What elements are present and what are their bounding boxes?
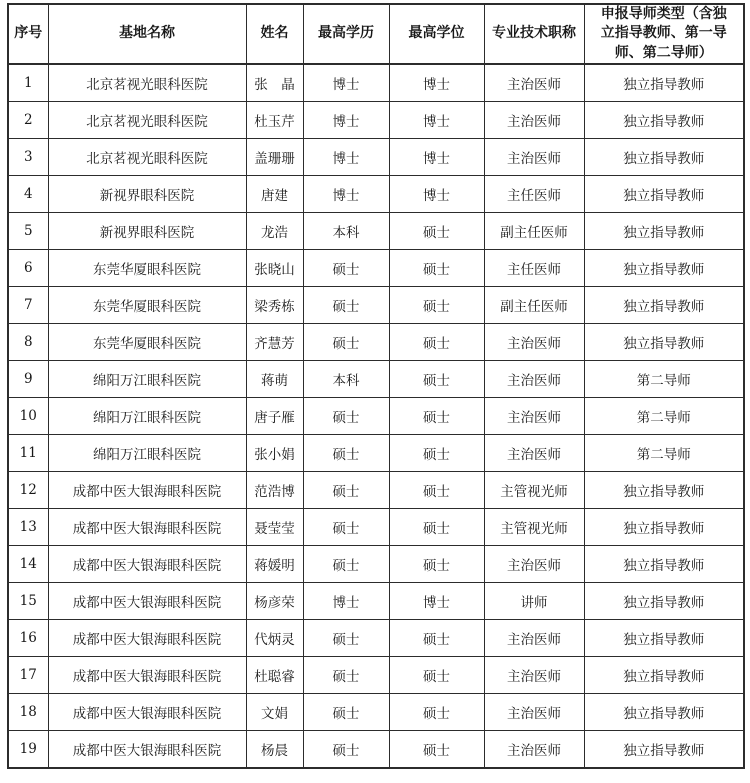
table-row	[8, 656, 744, 693]
table-cell: 成都中医大银海眼科医院	[48, 656, 246, 693]
table-cell: 东莞华厦眼科医院	[48, 249, 246, 286]
table-row	[8, 360, 744, 397]
table-cell: 独立指导教师	[584, 656, 744, 693]
table-cell: 硕士	[389, 323, 484, 360]
table-row	[8, 323, 744, 360]
table-cell: 5	[8, 212, 48, 249]
table-cell: 东莞华厦眼科医院	[48, 286, 246, 323]
table-row	[8, 434, 744, 471]
table-cell: 聂莹莹	[246, 508, 303, 545]
table-cell: 独立指导教师	[584, 101, 744, 138]
col-header-highest-education: 最高学历	[303, 4, 389, 64]
table-cell: 成都中医大银海眼科医院	[48, 693, 246, 730]
table-cell: 主治医师	[484, 434, 584, 471]
table-cell: 北京茗视光眼科医院	[48, 101, 246, 138]
table-row	[8, 508, 744, 545]
table-cell: 北京茗视光眼科医院	[48, 64, 246, 102]
table-row	[8, 249, 744, 286]
table-cell: 硕士	[303, 730, 389, 768]
table-cell: 主治医师	[484, 545, 584, 582]
mentor-roster-table	[7, 3, 745, 769]
table-cell: 独立指导教师	[584, 286, 744, 323]
table-cell: 绵阳万江眼科医院	[48, 397, 246, 434]
table-cell: 13	[8, 508, 48, 545]
table-cell: 硕士	[389, 545, 484, 582]
table-cell: 15	[8, 582, 48, 619]
table-cell: 2	[8, 101, 48, 138]
col-header-mentor-type	[584, 4, 744, 64]
table-cell: 博士	[389, 138, 484, 175]
table-body	[8, 64, 744, 768]
table-cell: 主治医师	[484, 64, 584, 102]
table-cell: 成都中医大银海眼科医院	[48, 619, 246, 656]
table-cell: 主治医师	[484, 138, 584, 175]
col-header-mentor-type-line: 师、第二导师）	[614, 44, 713, 61]
table-row	[8, 101, 744, 138]
table-cell: 齐慧芳	[246, 323, 303, 360]
table-cell: 副主任医师	[484, 212, 584, 249]
table-cell: 文娟	[246, 693, 303, 730]
table-row	[8, 693, 744, 730]
table-cell: 硕士	[389, 397, 484, 434]
table-cell: 硕士	[389, 508, 484, 545]
table-cell: 硕士	[389, 212, 484, 249]
table-cell: 张小娟	[246, 434, 303, 471]
table-cell: 6	[8, 249, 48, 286]
table-cell: 硕士	[303, 656, 389, 693]
table-cell: 10	[8, 397, 48, 434]
table-row	[8, 619, 744, 656]
table-cell: 硕士	[303, 545, 389, 582]
table-cell: 主治医师	[484, 693, 584, 730]
table-row	[8, 64, 744, 102]
table-cell: 独立指导教师	[584, 138, 744, 175]
table-cell: 主治医师	[484, 397, 584, 434]
table-row	[8, 730, 744, 768]
table-row	[8, 212, 744, 249]
table-cell: 独立指导教师	[584, 508, 744, 545]
table-cell: 杜玉芹	[246, 101, 303, 138]
table-cell: 3	[8, 138, 48, 175]
table-cell: 博士	[303, 64, 389, 102]
table-cell: 龙浩	[246, 212, 303, 249]
table-cell: 唐建	[246, 175, 303, 212]
table-cell: 杨晨	[246, 730, 303, 768]
table-cell: 杜聪睿	[246, 656, 303, 693]
table-cell: 副主任医师	[484, 286, 584, 323]
table-cell: 主治医师	[484, 360, 584, 397]
table-cell: 独立指导教师	[584, 323, 744, 360]
table-cell: 11	[8, 434, 48, 471]
table-cell: 成都中医大银海眼科医院	[48, 730, 246, 768]
table-cell: 张晓山	[246, 249, 303, 286]
table-row	[8, 582, 744, 619]
table-cell: 18	[8, 693, 48, 730]
table-cell: 独立指导教师	[584, 175, 744, 212]
table-cell: 第二导师	[584, 434, 744, 471]
table-cell: 12	[8, 471, 48, 508]
table-cell: 硕士	[389, 471, 484, 508]
table-cell: 硕士	[389, 656, 484, 693]
table-cell: 第二导师	[584, 397, 744, 434]
table-cell: 博士	[303, 138, 389, 175]
table-cell: 硕士	[389, 249, 484, 286]
table-cell: 9	[8, 360, 48, 397]
table-cell: 19	[8, 730, 48, 768]
table-cell: 绵阳万江眼科医院	[48, 434, 246, 471]
table-cell: 独立指导教师	[584, 64, 744, 102]
table-row	[8, 286, 744, 323]
col-header-mentor-type-line: 申报导师类型（含独	[600, 6, 727, 22]
table-cell: 新视界眼科医院	[48, 175, 246, 212]
table-row	[8, 545, 744, 582]
col-header-professional-title: 专业技术职称	[484, 4, 584, 64]
table-row	[8, 138, 744, 175]
table-cell: 范浩博	[246, 471, 303, 508]
table-cell: 硕士	[389, 434, 484, 471]
table-cell: 独立指导教师	[584, 582, 744, 619]
table-cell: 主任医师	[484, 249, 584, 286]
table-cell: 杨彦荣	[246, 582, 303, 619]
table-cell: 梁秀栋	[246, 286, 303, 323]
table-cell: 硕士	[389, 360, 484, 397]
table-cell: 主治医师	[484, 730, 584, 768]
table-cell: 主任医师	[484, 175, 584, 212]
table-cell: 蒋媛明	[246, 545, 303, 582]
table-cell: 主治医师	[484, 619, 584, 656]
table-cell: 独立指导教师	[584, 249, 744, 286]
table-cell: 新视界眼科医院	[48, 212, 246, 249]
table-cell: 独立指导教师	[584, 730, 744, 768]
table-cell: 硕士	[389, 730, 484, 768]
table-row	[8, 471, 744, 508]
table-cell: 成都中医大银海眼科医院	[48, 508, 246, 545]
table-row	[8, 175, 744, 212]
table-cell: 硕士	[303, 471, 389, 508]
table-cell: 主管视光师	[484, 508, 584, 545]
table-cell: 蒋萌	[246, 360, 303, 397]
table-cell: 博士	[389, 64, 484, 102]
table-cell: 8	[8, 323, 48, 360]
table-cell: 成都中医大银海眼科医院	[48, 582, 246, 619]
table-cell: 博士	[303, 175, 389, 212]
table-cell: 主治医师	[484, 323, 584, 360]
table-cell: 东莞华厦眼科医院	[48, 323, 246, 360]
col-header-name: 姓名	[246, 4, 303, 64]
table-cell: 独立指导教师	[584, 693, 744, 730]
table-cell: 博士	[389, 101, 484, 138]
table-cell: 主管视光师	[484, 471, 584, 508]
table-cell: 北京茗视光眼科医院	[48, 138, 246, 175]
table-cell: 硕士	[303, 693, 389, 730]
table-cell: 1	[8, 64, 48, 102]
table-cell: 代炳灵	[246, 619, 303, 656]
table-row	[8, 397, 744, 434]
table-cell: 第二导师	[584, 360, 744, 397]
table-cell: 硕士	[303, 508, 389, 545]
table-cell: 14	[8, 545, 48, 582]
col-header-highest-degree: 最高学位	[389, 4, 484, 64]
header-row	[8, 4, 744, 64]
table-cell: 博士	[389, 582, 484, 619]
table-cell: 主治医师	[484, 101, 584, 138]
table-cell: 硕士	[389, 619, 484, 656]
table-cell: 独立指导教师	[584, 545, 744, 582]
table-cell: 硕士	[389, 693, 484, 730]
table-cell: 独立指导教师	[584, 619, 744, 656]
col-header-mentor-type-line: 立指导教师、第一导	[600, 25, 727, 42]
table-cell: 硕士	[303, 249, 389, 286]
table-cell: 硕士	[303, 619, 389, 656]
table-cell: 16	[8, 619, 48, 656]
table-cell: 4	[8, 175, 48, 212]
table-cell: 唐子雁	[246, 397, 303, 434]
table-cell: 17	[8, 656, 48, 693]
table-cell: 硕士	[303, 434, 389, 471]
table-cell: 独立指导教师	[584, 212, 744, 249]
table-cell: 主治医师	[484, 656, 584, 693]
table-cell: 博士	[303, 101, 389, 138]
table-cell: 独立指导教师	[584, 471, 744, 508]
table-cell: 博士	[389, 175, 484, 212]
col-header-base-name: 基地名称	[48, 4, 246, 64]
col-header-index: 序号	[8, 4, 48, 64]
table-cell: 张 晶	[246, 64, 303, 102]
table-cell: 7	[8, 286, 48, 323]
table-cell: 成都中医大银海眼科医院	[48, 545, 246, 582]
table-cell: 本科	[303, 360, 389, 397]
table-cell: 硕士	[389, 286, 484, 323]
table-cell: 硕士	[303, 397, 389, 434]
table-cell: 绵阳万江眼科医院	[48, 360, 246, 397]
table-cell: 成都中医大银海眼科医院	[48, 471, 246, 508]
table-cell: 硕士	[303, 286, 389, 323]
table-cell: 硕士	[303, 323, 389, 360]
table-cell: 博士	[303, 582, 389, 619]
table-cell: 盖珊珊	[246, 138, 303, 175]
table-cell: 本科	[303, 212, 389, 249]
table-cell: 讲师	[484, 582, 584, 619]
